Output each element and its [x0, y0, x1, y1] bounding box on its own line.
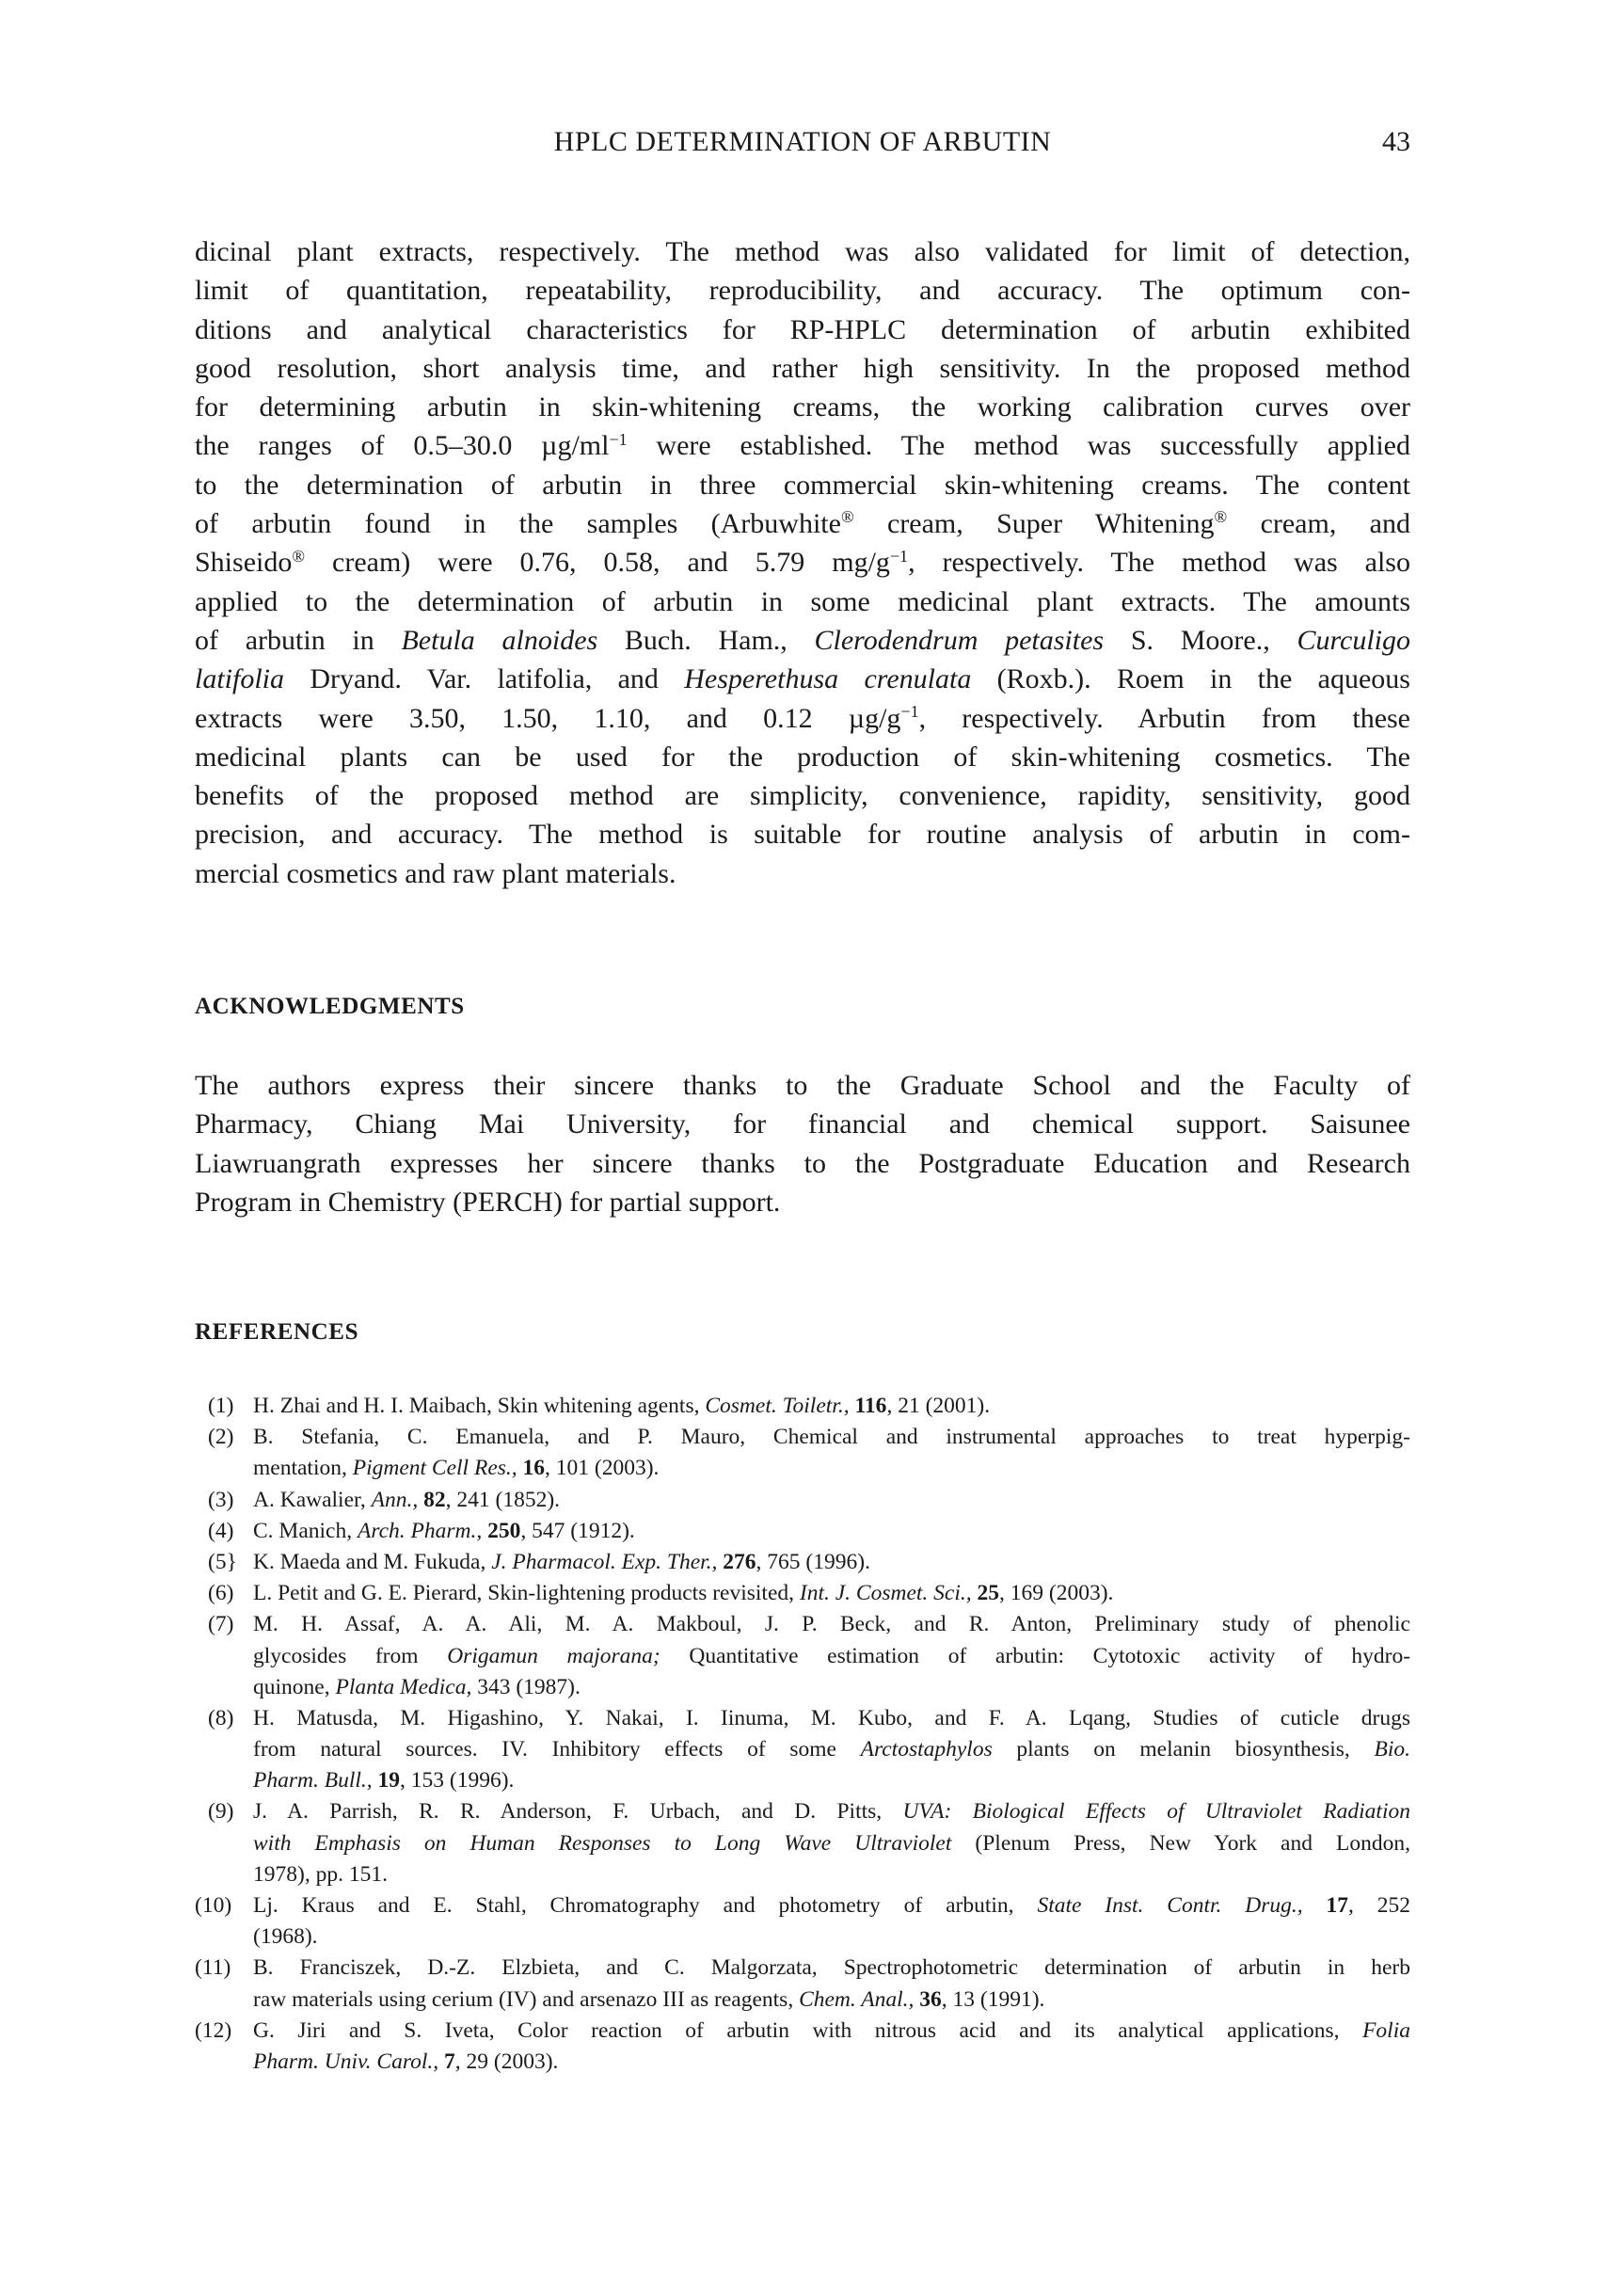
reference-text — [253, 1609, 1410, 1703]
text-segment: S. Moore., — [1104, 624, 1297, 656]
acknowledgments-heading: ACKNOWLEDGMENTS — [195, 994, 465, 1019]
volume-number: 16 — [522, 1456, 546, 1481]
volume-number: 116 — [854, 1394, 887, 1418]
text-segment: B. Stefania, C. Emanuela, and P. Mauro, Chemical and instrumental approaches to treat hyperpig- — [253, 1425, 1410, 1450]
text-line — [195, 349, 1410, 388]
text-line — [195, 543, 1410, 582]
italic-text: Hesperethusa crenulata — [684, 663, 972, 695]
text-segment: , respectively. The method was also — [908, 547, 1410, 579]
volume-number: 82 — [423, 1487, 446, 1512]
text-segment: L. Petit and G. E. Pierard, Skin-lightening products revisited, — [253, 1581, 800, 1606]
text-segment: plants on melanin biosynthesis, — [992, 1737, 1375, 1762]
text-segment: Quantitative estimation of arbutin: Cytotoxic activity of hydro- — [660, 1643, 1411, 1668]
italic-text: Betula alnoides — [401, 624, 598, 656]
text-segment: for determining arbutin in skin-whitening creams, the working calibration curves over — [195, 391, 1410, 423]
reference-item — [195, 1485, 1410, 1516]
text-line — [195, 466, 1410, 504]
text-line — [253, 1796, 1410, 1827]
text-segment: (Roxb.). Roem in the aqueous — [971, 663, 1410, 695]
text-line — [253, 1485, 1410, 1516]
reference-item — [195, 1953, 1410, 2015]
italic-text: Bio. — [1374, 1737, 1410, 1762]
italic-text: Pharm. Univ. Carol., — [253, 2049, 439, 2074]
text-segment: , 153 (1996). — [400, 1768, 515, 1794]
italic-text: Arch. Pharm., — [357, 1518, 483, 1543]
italic-text: Chem. Anal., — [799, 1986, 915, 2012]
text-line — [195, 1105, 1410, 1143]
text-segment: cream) were 0.76, 0.58, and 5.79 mg/g — [305, 547, 890, 579]
italic-text: Curculigo — [1297, 624, 1410, 656]
text-line — [195, 271, 1410, 310]
reference-text — [253, 1796, 1410, 1890]
text-line — [253, 1734, 1410, 1765]
text-line — [253, 2016, 1410, 2047]
body-paragraph — [195, 232, 1410, 893]
text-segment: H. Matusda, M. Higashino, Y. Nakai, I. Iinuma, M. Kubo, and F. A. Lqang, Studies of cuticle drugs — [253, 1705, 1410, 1730]
text-segment: M. H. Assaf, A. A. Ali, M. A. Makboul, J. P. Beck, and R. Anton, Preliminary study of phenolic — [253, 1612, 1410, 1637]
text-line — [195, 311, 1410, 349]
reference-item — [195, 1890, 1410, 1953]
references-heading: REFERENCES — [195, 1319, 359, 1345]
text-segment: , 252 — [1348, 1893, 1411, 1918]
reference-text — [253, 1578, 1410, 1609]
reference-number: (3) — [208, 1487, 234, 1512]
text-line — [253, 1703, 1410, 1734]
reference-number: (9) — [208, 1799, 234, 1825]
reference-item — [195, 1796, 1410, 1890]
reference-text — [253, 1485, 1410, 1516]
text-segment: G. Jiri and S. Iveta, Color reaction of arbutin with nitrous acid and its analytical applications, — [253, 2017, 1363, 2043]
text-line — [253, 1828, 1410, 1859]
text-line — [253, 1985, 1410, 2016]
reference-text — [253, 1391, 1410, 1422]
superscript: ® — [1214, 507, 1228, 527]
text-segment: , respectively. Arbutin from these — [918, 702, 1410, 734]
text-segment: , 29 (2003). — [454, 2049, 559, 2074]
text-segment: from natural sources. IV. Inhibitory effects of some — [253, 1737, 861, 1762]
text-line — [253, 1609, 1410, 1640]
text-segment: of arbutin in — [195, 624, 402, 656]
text-segment: cream, Super Whitening — [853, 508, 1215, 540]
reference-text — [253, 1516, 1410, 1547]
reference-item — [195, 1609, 1410, 1703]
reference-item — [195, 1547, 1410, 1578]
text-segment: extracts were 3.50, 1.50, 1.10, and 0.12 µg/g — [195, 702, 901, 734]
text-segment: medicinal plants can be used for the production of skin-whitening cosmetics. The — [195, 741, 1410, 773]
text-line — [253, 1921, 1410, 1953]
italic-text: Ann., — [371, 1487, 419, 1512]
text-line — [195, 582, 1410, 621]
reference-number: (11) — [195, 1955, 231, 1981]
text-segment: Lj. Kraus and E. Stahl, Chromatography and photometry of arbutin, — [253, 1893, 1038, 1918]
text-line — [195, 426, 1410, 465]
text-segment: glycosides from — [253, 1643, 448, 1668]
text-segment: , 21 (2001). — [886, 1394, 991, 1418]
text-line — [253, 1453, 1410, 1484]
reference-number: (10) — [195, 1893, 232, 1918]
volume-number: 250 — [487, 1518, 521, 1543]
text-line — [253, 1890, 1410, 1921]
text-segment: 343 (1987). — [471, 1674, 581, 1699]
text-line — [253, 1516, 1410, 1547]
reference-number: (4) — [208, 1518, 234, 1543]
text-segment: applied to the determination of arbutin in some medicinal plant extracts. The amounts — [195, 585, 1410, 617]
italic-text: State Inst. Contr. Drug., — [1037, 1893, 1303, 1918]
text-segment: benefits of the proposed method are simplicity, convenience, rapidity, sensitivity, good — [195, 780, 1410, 812]
text-line — [253, 1953, 1410, 1984]
text-segment: H. Zhai and H. I. Maibach, Skin whitening agents, — [253, 1394, 706, 1418]
text-line — [195, 815, 1410, 853]
text-segment: limit of quantitation, repeatability, reproducibility, and accuracy. The optimum con- — [195, 275, 1410, 307]
text-segment: of arbutin found in the samples (Arbuwhite — [195, 508, 841, 540]
reference-number: (1) — [208, 1394, 234, 1418]
reference-number: (8) — [208, 1705, 234, 1730]
text-segment: mentation, — [253, 1456, 353, 1481]
reference-list — [195, 1391, 1410, 2078]
superscript: −1 — [900, 701, 919, 721]
text-segment: (Plenum Press, New York and London, — [951, 1830, 1410, 1856]
text-line — [253, 1422, 1410, 1453]
text-segment: , 169 (2003). — [999, 1581, 1114, 1606]
reference-item — [195, 2016, 1410, 2078]
text-segment: , 13 (1991). — [941, 1986, 1045, 2012]
text-line — [195, 1066, 1410, 1105]
text-line — [195, 776, 1410, 815]
text-segment: , 241 (1852). — [445, 1487, 561, 1512]
volume-number: 276 — [723, 1549, 756, 1574]
reference-text — [253, 1953, 1410, 2015]
text-segment: good resolution, short analysis time, and rather high sensitivity. In the proposed method — [195, 352, 1410, 384]
italic-text: Pharm. Bull., — [253, 1768, 373, 1794]
text-line — [195, 504, 1410, 543]
text-segment: to the determination of arbutin in three commercial skin-whitening creams. The content — [195, 469, 1410, 501]
volume-number: 19 — [377, 1768, 401, 1794]
italic-text: UVA: Biological Effects of Ultraviolet Radiation — [902, 1799, 1410, 1825]
italic-text: latifolia — [195, 663, 285, 695]
reference-number: (7) — [208, 1612, 234, 1637]
italic-text: Folia — [1362, 2017, 1410, 2043]
running-title: HPLC DETERMINATION OF ARBUTIN — [553, 126, 1052, 157]
text-segment: Liawruangrath expresses her sincere thanks to the Postgraduate Education and Research — [195, 1147, 1410, 1179]
superscript: −1 — [889, 546, 909, 566]
running-header — [195, 126, 1410, 166]
reference-number: (2) — [208, 1425, 234, 1450]
reference-text — [253, 1547, 1410, 1578]
reference-text — [253, 1890, 1410, 1953]
text-line — [253, 1641, 1410, 1672]
text-segment: , 101 (2003). — [545, 1456, 660, 1481]
text-line — [195, 1144, 1410, 1183]
text-line — [195, 1183, 1410, 1221]
text-segment: (1968). — [253, 1924, 318, 1950]
reference-number: (6) — [208, 1581, 234, 1606]
text-segment: precision, and accuracy. The method is suitable for routine analysis of arbutin in com- — [195, 819, 1410, 851]
text-segment: Program in Chemistry (PERCH) for partial support. — [195, 1186, 781, 1218]
reference-text — [253, 1703, 1410, 1797]
text-segment: dicinal plant extracts, respectively. The method was also validated for limit of detection, — [195, 236, 1410, 267]
volume-number: 25 — [977, 1581, 1000, 1606]
text-segment: , 547 (1912). — [520, 1518, 635, 1543]
text-segment: Buch. Ham., — [597, 624, 815, 656]
volume-number: 36 — [919, 1986, 942, 2012]
text-segment: mercial cosmetics and raw plant materials. — [195, 857, 676, 889]
text-segment: ditions and analytical characteristics for RP-HPLC determination of arbutin exhibited — [195, 313, 1410, 345]
reference-text — [253, 2016, 1410, 2078]
text-line — [195, 388, 1410, 426]
superscript: ® — [292, 546, 306, 566]
reference-item — [195, 1516, 1410, 1547]
text-segment: were established. The method was successfully applied — [627, 430, 1410, 462]
text-line — [253, 1765, 1410, 1796]
text-line — [195, 738, 1410, 776]
italic-text: Planta Medica, — [335, 1674, 472, 1699]
text-segment: the ranges of 0.5–30.0 µg/ml — [195, 430, 610, 462]
italic-text: Int. J. Cosmet. Sci., — [799, 1581, 972, 1606]
text-line — [253, 1859, 1410, 1890]
text-line — [195, 232, 1410, 271]
text-segment: C. Manich, — [253, 1518, 358, 1543]
text-line — [253, 1391, 1410, 1422]
text-line — [253, 1547, 1410, 1578]
italic-text: J. Pharmacol. Exp. Ther., — [491, 1549, 718, 1574]
superscript: ® — [840, 507, 854, 527]
text-line — [195, 660, 1410, 698]
text-segment — [1303, 1893, 1327, 1918]
italic-text: Origamun majorana; — [447, 1643, 660, 1668]
reference-item — [195, 1578, 1410, 1609]
text-segment: K. Maeda and M. Fukuda, — [253, 1549, 492, 1574]
italic-text: Clerodendrum petasites — [814, 624, 1105, 656]
volume-number: 17 — [1326, 1893, 1349, 1918]
reference-item — [195, 1703, 1410, 1797]
text-segment: Pharmacy, Chiang Mai University, for financial and chemical support. Saisunee — [195, 1108, 1410, 1140]
text-segment: B. Franciszek, D.-Z. Elzbieta, and C. Malgorzata, Spectrophotometric determination of arbutin in herb — [253, 1955, 1410, 1981]
text-line — [195, 699, 1410, 738]
text-segment: , 765 (1996). — [756, 1549, 870, 1574]
text-segment: Dryand. Var. latifolia, and — [284, 663, 685, 695]
reference-text — [253, 1422, 1410, 1484]
italic-text: with Emphasis on Human Responses to Long Wave Ultraviolet — [253, 1830, 952, 1856]
text-line — [253, 2047, 1410, 2078]
text-segment: A. Kawalier, — [253, 1487, 372, 1512]
text-segment: J. A. Parrish, R. R. Anderson, F. Urbach, and D. Pitts, — [253, 1799, 903, 1825]
text-line — [195, 621, 1410, 660]
reference-number: (12) — [195, 2017, 232, 2043]
text-segment: The authors express their sincere thanks to the Graduate School and the Faculty of — [195, 1070, 1410, 1101]
reference-item — [195, 1422, 1410, 1484]
reference-item — [195, 1391, 1410, 1422]
page-number: 43 — [1382, 126, 1410, 157]
acknowledgments-paragraph — [195, 1066, 1410, 1221]
text-segment: Shiseido — [195, 547, 293, 579]
text-segment: raw materials using cerium (IV) and arsenazo III as reagents, — [253, 1986, 800, 2012]
text-segment: cream, and — [1227, 508, 1410, 540]
text-segment: 1978), pp. 151. — [253, 1861, 388, 1887]
text-line — [253, 1672, 1410, 1703]
text-line — [253, 1578, 1410, 1609]
superscript: −1 — [609, 429, 628, 449]
volume-number: 7 — [444, 2049, 455, 2074]
italic-text: Pigment Cell Res., — [352, 1456, 517, 1481]
italic-text: Cosmet. Toiletr., — [705, 1394, 850, 1418]
reference-number: (5} — [208, 1549, 237, 1574]
text-segment: quinone, — [253, 1674, 336, 1699]
italic-text: Arctostaphylos — [860, 1737, 993, 1762]
text-line — [195, 854, 1410, 893]
